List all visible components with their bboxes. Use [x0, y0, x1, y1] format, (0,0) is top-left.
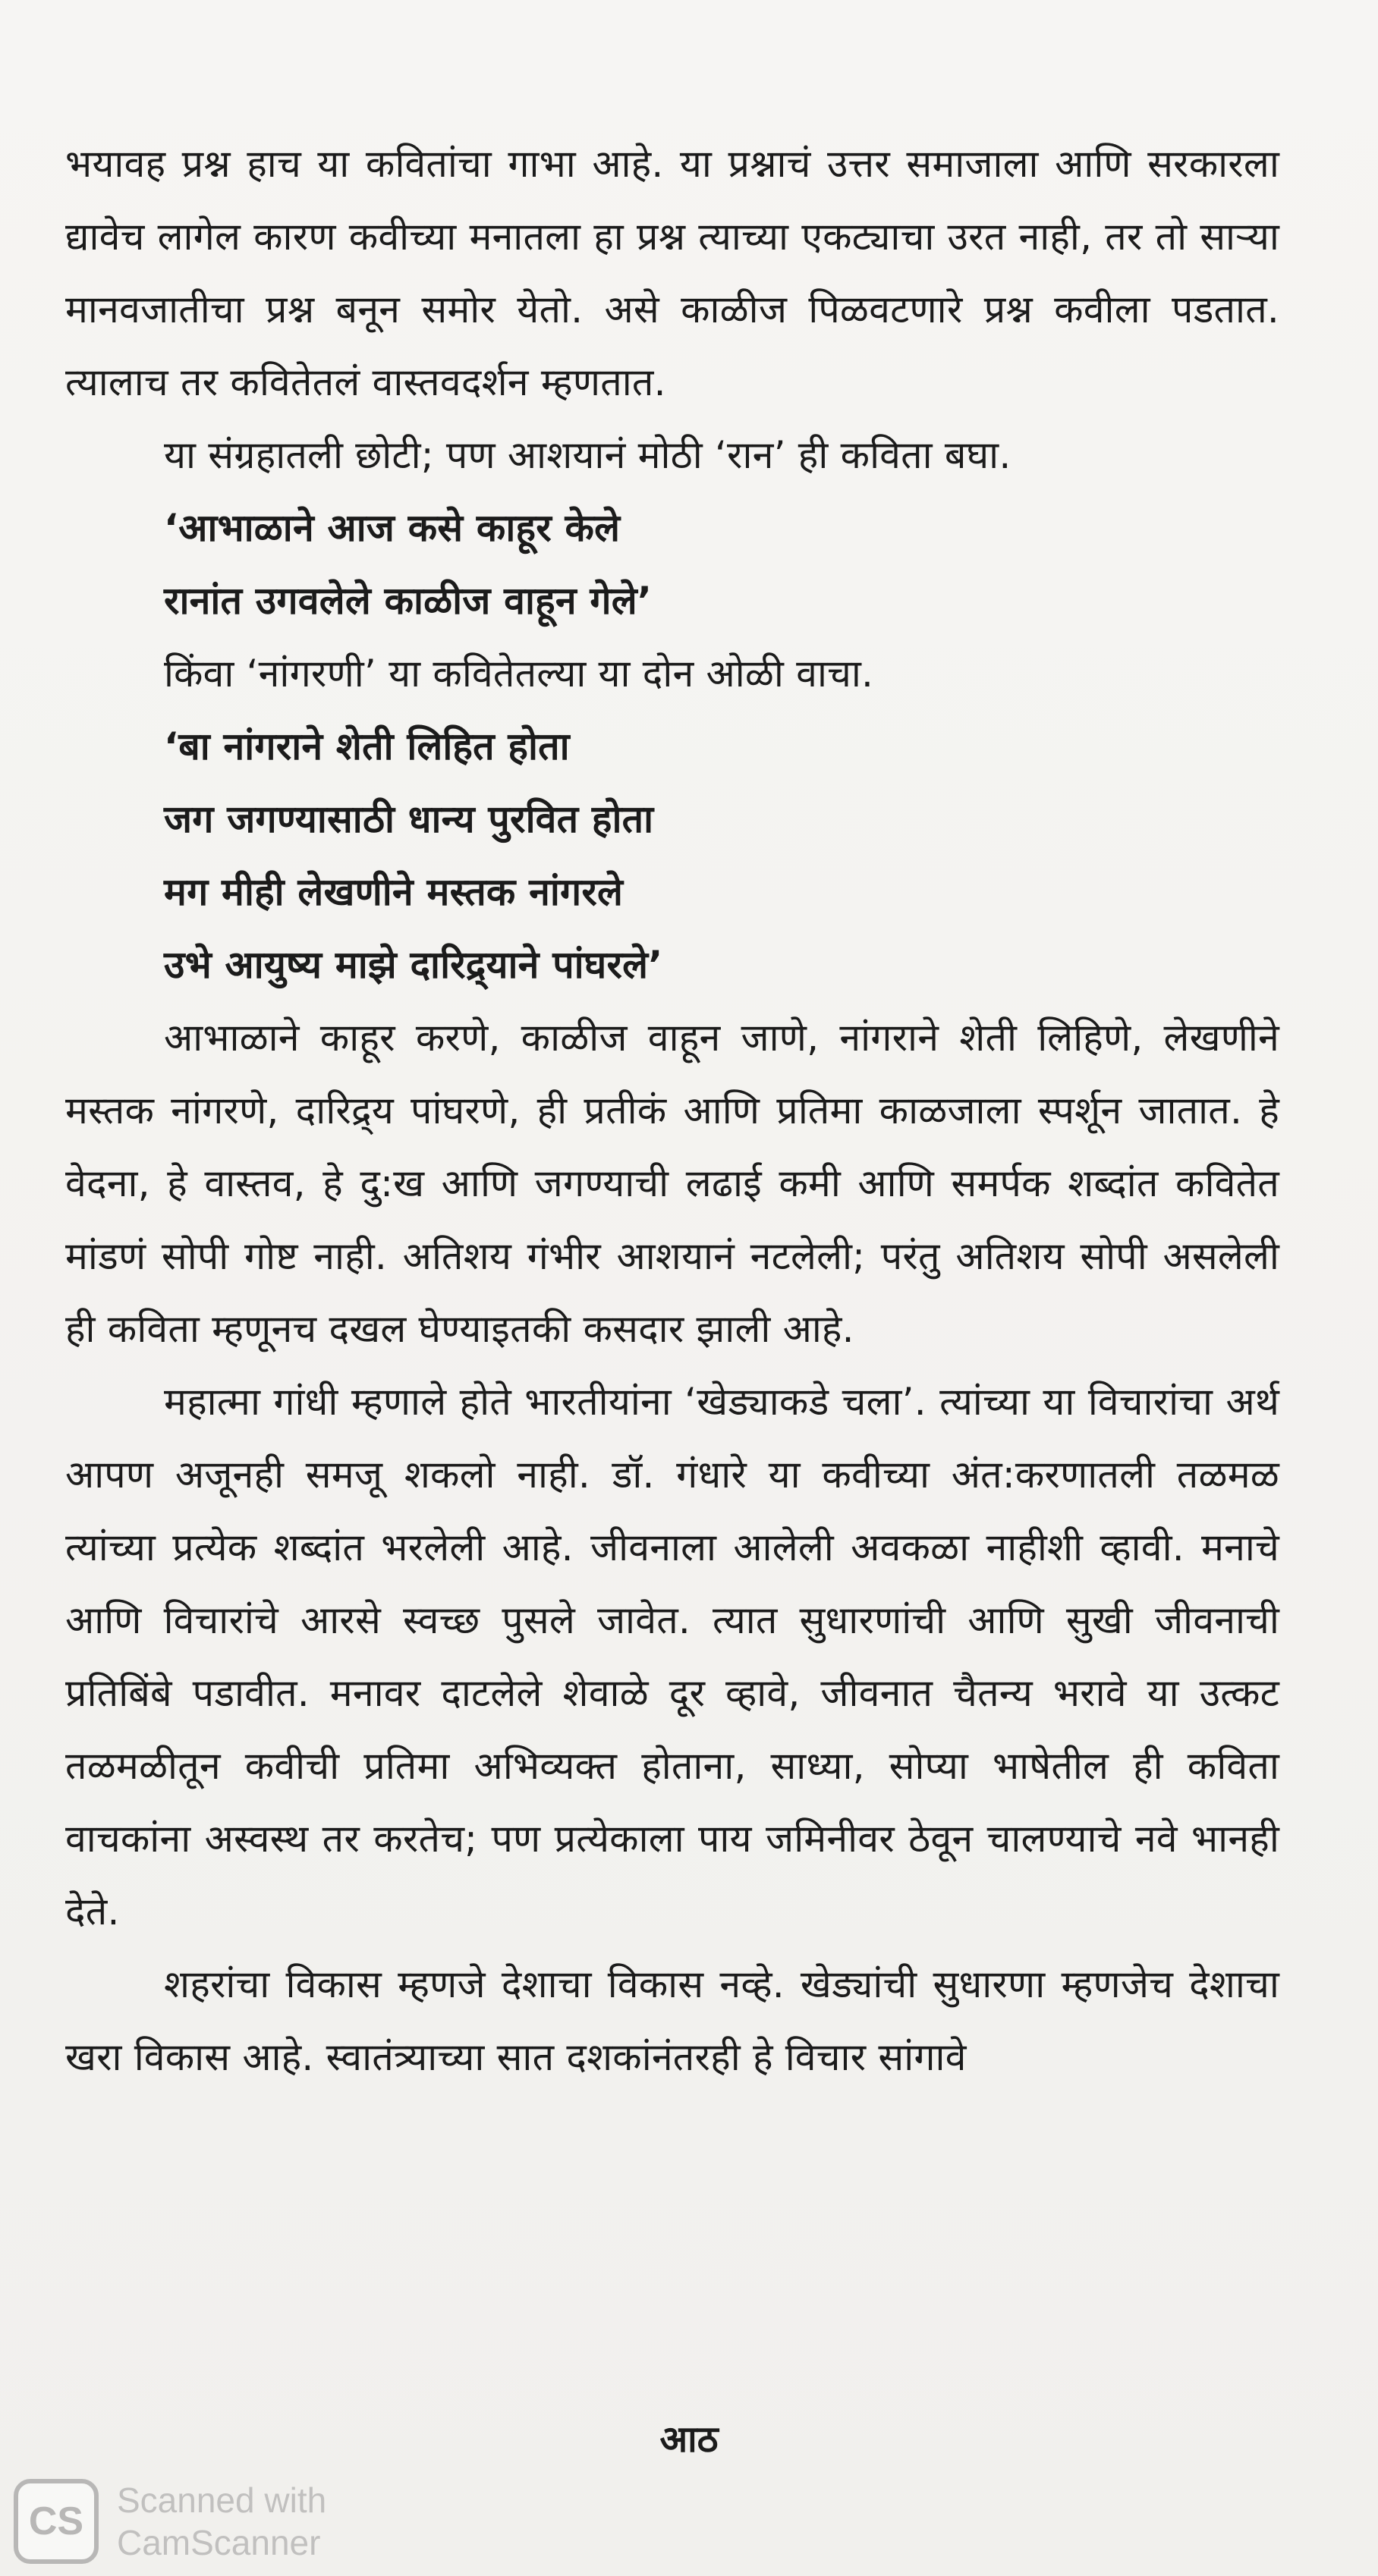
poem-line: मग मीही लेखणीने मस्तक नांगरले — [164, 870, 624, 914]
watermark-line-1: Scanned with — [117, 2480, 327, 2520]
poem-line: ‘बा नांगराने शेती लिहित होता — [164, 724, 570, 768]
poem-excerpt-raan — [65, 492, 1279, 637]
poem-line: ‘आभाळाने आज कसे काहूर केले — [164, 506, 621, 550]
paragraph-raan-reference: या संग्रहातली छोटी; पण आशयानं मोठी ‘रान’ ही कविता बघा. — [164, 433, 1011, 477]
camscanner-watermark — [14, 2479, 326, 2564]
paragraph-intro: भयावह प्रश्न हाच या कवितांचा गाभा आहे. या प्रश्नाचं उत्तर समाजाला आणि सरकारला द्यावेच लागेल कारण कवीच्या मनातला हा प्रश्न त्याच्या एकट्याचा उरत नाही, तर तो साऱ्या मानवजातीचा प्रश्न बनून समोर येतो. असे काळीज पिळवटणारे प्रश्न कवीला पडतात. त्यालाच तर कवितेतलं वास्तवदर्शन म्हणतात. — [65, 142, 1279, 404]
camscanner-logo-icon: CS — [14, 2479, 99, 2564]
poem-line: रानांत उगवलेले काळीज वाहून गेले’ — [164, 579, 653, 623]
poem-line: उभे आयुष्य माझे दारिद्र्याने पांघरले’ — [164, 943, 663, 987]
watermark-text — [117, 2479, 326, 2564]
paragraph-imagery: आभाळाने काहूर करणे, काळीज वाहून जाणे, नांगराने शेती लिहिणे, लेखणीने मस्तक नांगरणे, दारिद्र्य पांघरणे, ही प्रतीकं आणि प्रतिमा काळजाला स्पर्शून जातात. हे वेदना, हे वास्तव, हे दु:ख आणि जगण्याची लढाई कमी आणि समर्पक शब्दांत कवितेत मांडणं सोपी गोष्ट नाही. अतिशय गंभीर आशयानं नटलेली; परंतु अतिशय सोपी असलेली ही कविता म्हणूनच दखल घेण्याइतकी कसदार झाली आहे. — [65, 1016, 1279, 1351]
page-number: आठ — [659, 2418, 719, 2461]
paragraph-gandhi: महात्मा गांधी म्हणाले होते भारतीयांना ‘खेड्याकडे चला’. त्यांच्या या विचारांचा अर्थ आपण अजूनही समजू शकलो नाही. डॉ. गंधारे या कवीच्या अंत:करणातली तळमळ त्यांच्या प्रत्येक शब्दांत भरलेली आहे. जीवनाला आलेली अवकळा नाहीशी व्हावी. मनाचे आणि विचारांचे आरसे स्वच्छ पुसले जावेत. त्यात सुधारणांची आणि सुखी जीवनाची प्रतिबिंबे पडावीत. मनावर दाटलेले शेवाळे दूर व्हावे, जीवनात चैतन्य भरावे या उत्कट तळमळीतून कवीची प्रतिमा अभिव्यक्त होताना, साध्या, सोप्या भाषेतील ही कविता वाचकांना अस्वस्थ तर करतेच; पण प्रत्येकाला पाय जमिनीवर ठेवून चालण्याचे नवे भानही देते. — [65, 1380, 1279, 1934]
poem-line: जग जगण्यासाठी धान्य पुरवित होता — [164, 797, 654, 841]
page-body — [65, 127, 1279, 2094]
paragraph-development: शहरांचा विकास म्हणजे देशाचा विकास नव्हे. खेड्यांची सुधारणा म्हणजेच देशाचा खरा विकास आहे. स्वातंत्र्याच्या सात दशकांनंतरही हे विचार सांगावे — [65, 1962, 1279, 2079]
paragraph-nangarni-reference: किंवा ‘नांगरणी’ या कवितेतल्या या दोन ओळी वाचा. — [164, 652, 874, 696]
poem-excerpt-nangarni — [65, 710, 1279, 1001]
watermark-line-2: CamScanner — [117, 2523, 321, 2562]
